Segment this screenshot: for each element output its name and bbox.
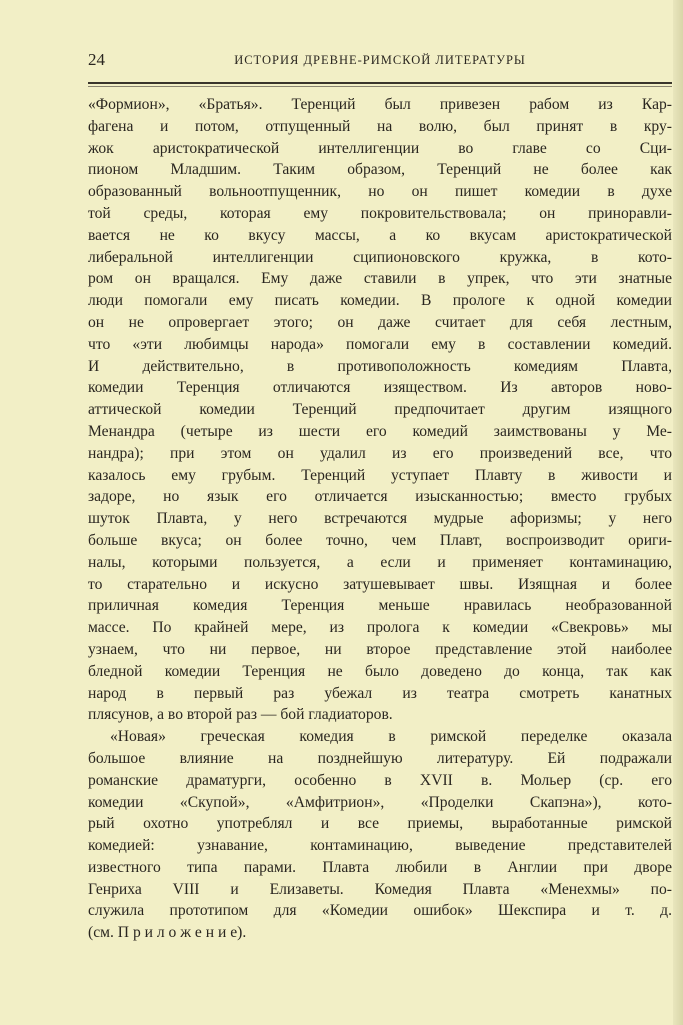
text-line: плясунов, а во второй раз — бой гладиаторов. — [88, 706, 393, 724]
header-rule — [88, 82, 672, 84]
text-line: известного типа парами. Плавта любили в Англии при дворе — [88, 858, 672, 876]
text-line: служила прототипом для «Комедии ошибок» Шекспира и т. д. — [88, 902, 672, 920]
paragraph — [88, 94, 672, 726]
text-line: романские драматурги, особенно в XVII в. Мольер (ср. его — [88, 771, 672, 789]
text-line: казалось ему грубым. Теренций уступает Плавту в живости и — [88, 466, 672, 484]
text-line: массе. По крайней мере, из пролога к комедии «Свекровь» мы — [88, 619, 672, 637]
text-line: (см. П р и л о ж е н и е). — [88, 924, 247, 942]
text-line: узнаем, что ни первое, ни второе представление этой наиболее — [88, 640, 672, 658]
page-header — [88, 50, 672, 74]
text-line: аттической комедии Теренций предпочитает другим изящного — [88, 401, 672, 419]
text-line: Менандра (четыре из шести его комедий заимствованы у Ме- — [88, 422, 672, 440]
text-line: комедией: узнавание, контаминацию, выведение представителей — [88, 837, 672, 855]
text-line: жок аристократической интеллигенции во главе со Сци- — [88, 139, 672, 157]
text-line: И действительно, в противоположность комедиям Плавта, — [88, 357, 672, 375]
page-edge-shadow — [673, 0, 683, 1025]
text-line: той среды, которая ему покровительствовала; он приноравли- — [88, 204, 672, 222]
paragraph — [88, 726, 672, 944]
text-line: большое влияние на позднейшую литературу. Ей подражали — [88, 749, 672, 767]
text-line: приличная комедия Теренция меньше нравилась необразованной — [88, 597, 672, 615]
text-line: ром он вращался. Ему даже ставили в упрек, что эти знатные — [88, 270, 672, 288]
text-line: задоре, но язык его отличается изысканностью; вместо грубых — [88, 488, 672, 506]
text-line: пионом Младшим. Таким образом, Теренций не более как — [88, 161, 672, 179]
text-line: «Формион», «Братья». Теренций был привезен рабом из Кар- — [88, 96, 672, 113]
text-line: народ в первый раз убежал из театра смотреть канатных — [88, 684, 672, 702]
text-line: фагена и потом, отпущенный на волю, был принят в кру- — [88, 117, 672, 135]
text-line: комедии «Скупой», «Амфитрион», «Проделки Скапэна»), кото- — [88, 793, 672, 811]
text-line: либеральной интеллигенции сципионовского кружка, в кото- — [88, 248, 672, 266]
page-number: 24 — [88, 50, 105, 69]
text-line: нандра); при этом он удалил из его произведений все, что — [88, 444, 672, 462]
header-rule-thin — [88, 86, 672, 87]
text-line: образованный вольноотпущенник, но он пишет комедии в духе — [88, 183, 672, 201]
text-line: он не опровергает этого; он даже считает для себя лестным, — [88, 313, 672, 331]
text-line: рый охотно употреблял и все приемы, выработанные римской — [88, 815, 672, 833]
text-line: «Новая» греческая комедия в римской переделке оказала — [110, 728, 672, 746]
text-line: комедии Теренция отличаются изяществом. Из авторов ново- — [88, 379, 672, 397]
running-title: ИСТОРИЯ ДРЕВНЕ-РИМСКОЙ ЛИТЕРАТУРЫ — [234, 53, 526, 67]
text-line: Генриха VIII и Елизаветы. Комедия Плавта «Менехмы» по- — [88, 880, 672, 898]
text-line: вается не ко вкусу массы, а ко вкусам аристократической — [88, 226, 672, 244]
page-body — [88, 94, 672, 944]
text-line: то старательно и искусно затушевывает швы. Изящная и более — [88, 575, 672, 593]
text-line: больше вкуса; он более точно, чем Плавт, воспроизводит ориги- — [88, 531, 672, 549]
text-line: бледной комедии Теренция не было доведено до конца, так как — [88, 662, 672, 680]
text-line: налы, которыми пользуется, а если и применяет контаминацию, — [88, 553, 672, 571]
text-line: что «эти любимцы народа» помогали ему в составлении комедий. — [88, 335, 672, 353]
text-line: люди помогали ему писать комедии. В прологе к одной комедии — [88, 292, 672, 310]
text-line: шуток Плавта, у него встречаются мудрые афоризмы; у него — [88, 510, 672, 528]
